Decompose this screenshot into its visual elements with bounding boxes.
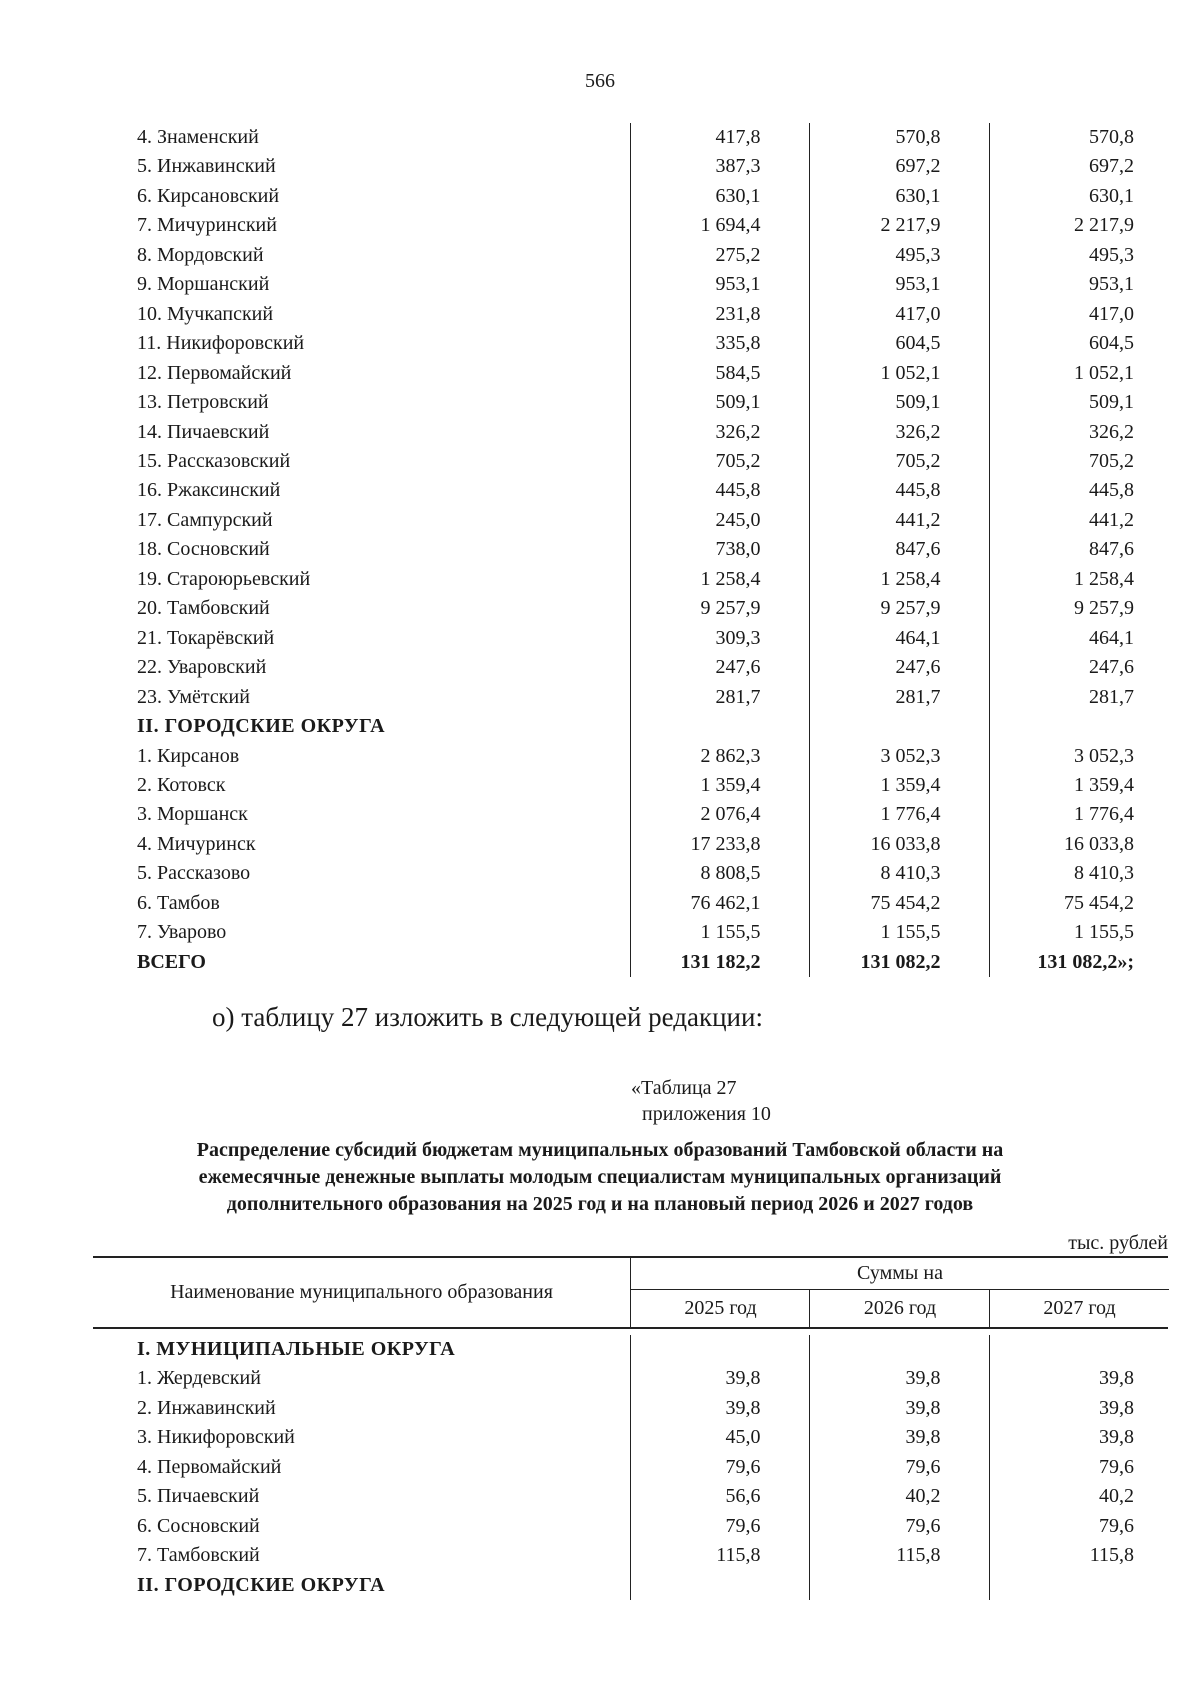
value-2025 (630, 1571, 809, 1600)
value-2027: 8 410,3 (989, 859, 1168, 888)
municipality-name: 2. Инжавинский (137, 1396, 276, 1419)
value-2026: 509,1 (809, 388, 989, 417)
value-2026: 115,8 (809, 1541, 989, 1570)
municipality-name: 12. Первомайский (137, 361, 292, 384)
value-2027: 1 776,4 (989, 800, 1168, 829)
value-2026: 9 257,9 (809, 594, 989, 623)
municipality-name: 5. Инжавинский (137, 155, 276, 178)
value-2026: 131 082,2 (809, 948, 989, 977)
value-2027: 441,2 (989, 506, 1168, 535)
value-2026: 1 258,4 (809, 565, 989, 594)
value-2026: 705,2 (809, 447, 989, 476)
table-row (93, 653, 1168, 682)
municipality-name: II. ГОРОДСКИЕ ОКРУГА (137, 715, 386, 738)
table-row (93, 476, 1168, 505)
value-2027: 1 052,1 (989, 359, 1168, 388)
table-row (93, 418, 1168, 447)
value-2025: 8 808,5 (630, 859, 809, 888)
value-2026: 39,8 (809, 1394, 989, 1423)
value-2027: 445,8 (989, 476, 1168, 505)
value-2026: 3 052,3 (809, 742, 989, 771)
municipality-name: I. МУНИЦИПАЛЬНЫЕ ОКРУГА (137, 1338, 456, 1360)
value-2025: 56,6 (630, 1482, 809, 1511)
header-year-2025: 2025 год (630, 1290, 810, 1327)
value-2025: 281,7 (630, 683, 809, 712)
value-2025: 1 694,4 (630, 211, 809, 240)
table-row (93, 830, 1168, 859)
municipality-name: 7. Мичуринский (137, 214, 277, 237)
municipality-name: 16. Ржаксинский (137, 479, 281, 502)
municipality-name: 21. Токарёвский (137, 626, 275, 649)
value-2026: 39,8 (809, 1364, 989, 1393)
value-2026: 326,2 (809, 418, 989, 447)
value-2026: 1 359,4 (809, 771, 989, 800)
value-2027: 75 454,2 (989, 889, 1168, 918)
value-2027: 604,5 (989, 329, 1168, 358)
table-row (93, 182, 1168, 211)
municipality-name: 4. Знаменский (137, 126, 259, 148)
value-2027: 247,6 (989, 653, 1168, 682)
value-2025: 509,1 (630, 388, 809, 417)
value-2025: 953,1 (630, 270, 809, 299)
value-2027: 39,8 (989, 1364, 1168, 1393)
municipality-name: 1. Жердевский (137, 1367, 261, 1390)
value-2025: 584,5 (630, 359, 809, 388)
value-2027: 326,2 (989, 418, 1168, 447)
header-year-2026: 2026 год (809, 1290, 990, 1327)
value-2026: 953,1 (809, 270, 989, 299)
municipality-name: 4. Первомайский (137, 1455, 282, 1478)
table-row (93, 624, 1168, 653)
table-title-line: Распределение субсидий бюджетам муниципальных образований Тамбовской области на (196, 1139, 1004, 1161)
municipality-name: 8. Мордовский (137, 243, 264, 266)
municipality-name: 9. Моршанский (137, 273, 270, 296)
value-2026: 417,0 (809, 300, 989, 329)
value-2027: 417,0 (989, 300, 1168, 329)
table-row (93, 565, 1168, 594)
value-2026: 697,2 (809, 152, 989, 181)
value-2026: 445,8 (809, 476, 989, 505)
value-2026: 604,5 (809, 329, 989, 358)
municipality-name: 14. Пичаевский (137, 420, 270, 443)
municipality-name: 22. Уваровский (137, 656, 267, 679)
value-2027: 39,8 (989, 1394, 1168, 1423)
table-title-line: ежемесячные денежные выплаты молодым специалистам муниципальных организаций (198, 1166, 1002, 1188)
municipality-name: 5. Рассказово (137, 862, 251, 885)
value-2025: 79,6 (630, 1453, 809, 1482)
municipality-name: 13. Петровский (137, 391, 269, 414)
value-2025: 326,2 (630, 418, 809, 447)
table-row (93, 1482, 1168, 1511)
value-2027: 79,6 (989, 1453, 1168, 1482)
value-2025 (630, 1335, 809, 1364)
value-2027: 3 052,3 (989, 742, 1168, 771)
value-2025: 738,0 (630, 535, 809, 564)
value-2027: 39,8 (989, 1423, 1168, 1452)
table-row (93, 447, 1168, 476)
value-2025: 39,8 (630, 1394, 809, 1423)
value-2027: 1 155,5 (989, 918, 1168, 947)
value-2026 (809, 1571, 989, 1600)
table-row (93, 1453, 1168, 1482)
value-2027: 40,2 (989, 1482, 1168, 1511)
table-row (93, 1364, 1168, 1393)
value-2027: 16 033,8 (989, 830, 1168, 859)
value-2027: 79,6 (989, 1512, 1168, 1541)
municipality-name: 19. Староюрьевский (137, 567, 311, 590)
value-2027: 953,1 (989, 270, 1168, 299)
table-row (93, 771, 1168, 800)
page-number: 566 (585, 70, 615, 92)
value-2025: 335,8 (630, 329, 809, 358)
value-2026: 39,8 (809, 1423, 989, 1452)
value-2026: 1 155,5 (809, 918, 989, 947)
municipality-name: 15. Рассказовский (137, 449, 291, 472)
table-row (93, 300, 1168, 329)
table-row (93, 594, 1168, 623)
value-2025: 131 182,2 (630, 948, 809, 977)
table-reference-line1: «Таблица 27 (631, 1077, 737, 1099)
value-2025: 1 359,4 (630, 771, 809, 800)
value-2025: 1 258,4 (630, 565, 809, 594)
value-2025: 79,6 (630, 1512, 809, 1541)
table-row (93, 1541, 1168, 1570)
table-title-line: дополнительного образования на 2025 год и на плановый период 2026 и 2027 годов (226, 1193, 974, 1215)
value-2025: 705,2 (630, 447, 809, 476)
table-row (93, 889, 1168, 918)
value-2025: 9 257,9 (630, 594, 809, 623)
value-2026: 495,3 (809, 241, 989, 270)
municipality-name: 11. Никифоровский (137, 332, 305, 355)
municipality-name: 2. Котовск (137, 773, 226, 796)
table-row (93, 388, 1168, 417)
value-2026 (809, 1335, 989, 1364)
municipality-name: 17. Сампурский (137, 508, 273, 531)
value-2027: 464,1 (989, 624, 1168, 653)
value-2027: 131 082,2»; (989, 948, 1168, 977)
value-2026: 79,6 (809, 1453, 989, 1482)
value-2025: 387,3 (630, 152, 809, 181)
municipality-name: 7. Уварово (137, 921, 227, 944)
section-row (93, 1571, 1168, 1600)
table-row (93, 859, 1168, 888)
header-municipality-name: Наименование муниципального образования (170, 1281, 553, 1303)
municipality-name: ВСЕГО (137, 950, 206, 973)
value-2027: 630,1 (989, 182, 1168, 211)
value-2026: 570,8 (809, 123, 989, 152)
value-2027: 1 258,4 (989, 565, 1168, 594)
municipality-name: 6. Сосновский (137, 1514, 260, 1537)
value-2025 (630, 712, 809, 741)
municipality-name: 4. Мичуринск (137, 832, 256, 855)
value-2027: 697,2 (989, 152, 1168, 181)
municipality-name: 10. Мучкапский (137, 302, 274, 325)
value-2027: 509,1 (989, 388, 1168, 417)
table-row (93, 211, 1168, 240)
value-2027: 9 257,9 (989, 594, 1168, 623)
section-row (93, 712, 1168, 741)
value-2025: 247,6 (630, 653, 809, 682)
value-2027: 570,8 (989, 123, 1168, 152)
table-row (93, 683, 1168, 712)
value-2027 (989, 1335, 1168, 1364)
table-row (93, 270, 1168, 299)
section-row (93, 1335, 1168, 1364)
value-2025: 630,1 (630, 182, 809, 211)
value-2025: 115,8 (630, 1541, 809, 1570)
value-2025: 1 155,5 (630, 918, 809, 947)
value-2025: 245,0 (630, 506, 809, 535)
value-2026: 40,2 (809, 1482, 989, 1511)
value-2027: 115,8 (989, 1541, 1168, 1570)
value-2026 (809, 712, 989, 741)
municipality-name: 3. Никифоровский (137, 1426, 295, 1449)
amendment-instruction: о) таблицу 27 изложить в следующей редакции: (212, 1002, 763, 1032)
table-title (100, 1137, 1100, 1218)
value-2027 (989, 1571, 1168, 1600)
table-row (93, 918, 1168, 947)
value-2027: 1 359,4 (989, 771, 1168, 800)
municipality-name: 18. Сосновский (137, 538, 270, 561)
municipality-name: 6. Тамбов (137, 891, 220, 914)
table-row (93, 535, 1168, 564)
municipality-name: 3. Моршанск (137, 803, 248, 826)
value-2025: 231,8 (630, 300, 809, 329)
value-2027: 705,2 (989, 447, 1168, 476)
value-2027 (989, 712, 1168, 741)
value-2026: 247,6 (809, 653, 989, 682)
value-2027: 495,3 (989, 241, 1168, 270)
table-header (93, 1256, 1168, 1329)
table-row (93, 359, 1168, 388)
municipality-name: 20. Тамбовский (137, 597, 270, 620)
value-2025: 45,0 (630, 1423, 809, 1452)
municipality-name: II. ГОРОДСКИЕ ОКРУГА (137, 1573, 386, 1596)
units-label: тыс. рублей (1068, 1232, 1168, 1254)
table-row (93, 1394, 1168, 1423)
municipality-name: 5. Пичаевский (137, 1485, 260, 1508)
table-row (93, 1512, 1168, 1541)
table-row (93, 241, 1168, 270)
value-2026: 75 454,2 (809, 889, 989, 918)
value-2026: 630,1 (809, 182, 989, 211)
subsidy-table-27 (93, 1335, 1168, 1600)
value-2026: 847,6 (809, 535, 989, 564)
value-2026: 1 776,4 (809, 800, 989, 829)
value-2025: 417,8 (630, 123, 809, 152)
value-2026: 464,1 (809, 624, 989, 653)
table-row (93, 1423, 1168, 1452)
table-row (93, 123, 1168, 152)
table-row (93, 742, 1168, 771)
header-sums: Суммы на (630, 1258, 1169, 1290)
municipality-name: 1. Кирсанов (137, 744, 240, 767)
value-2026: 2 217,9 (809, 211, 989, 240)
value-2027: 281,7 (989, 683, 1168, 712)
table-row (93, 506, 1168, 535)
table-row (93, 329, 1168, 358)
value-2025: 39,8 (630, 1364, 809, 1393)
municipality-name: 23. Умётский (137, 685, 250, 708)
value-2025: 309,3 (630, 624, 809, 653)
table-reference-line2: приложения 10 (642, 1103, 771, 1125)
value-2025: 2 862,3 (630, 742, 809, 771)
subsidy-table-continued (93, 123, 1168, 977)
value-2026: 441,2 (809, 506, 989, 535)
municipality-name: 6. Кирсановский (137, 184, 280, 207)
table-row (93, 800, 1168, 829)
total-row (93, 948, 1168, 977)
table-row (93, 152, 1168, 181)
value-2025: 76 462,1 (630, 889, 809, 918)
municipality-name: 7. Тамбовский (137, 1544, 260, 1567)
value-2026: 1 052,1 (809, 359, 989, 388)
value-2025: 275,2 (630, 241, 809, 270)
value-2026: 79,6 (809, 1512, 989, 1541)
header-year-2027: 2027 год (989, 1290, 1169, 1327)
value-2025: 2 076,4 (630, 800, 809, 829)
value-2027: 2 217,9 (989, 211, 1168, 240)
value-2027: 847,6 (989, 535, 1168, 564)
value-2025: 17 233,8 (630, 830, 809, 859)
value-2026: 16 033,8 (809, 830, 989, 859)
value-2026: 281,7 (809, 683, 989, 712)
value-2025: 445,8 (630, 476, 809, 505)
value-2026: 8 410,3 (809, 859, 989, 888)
